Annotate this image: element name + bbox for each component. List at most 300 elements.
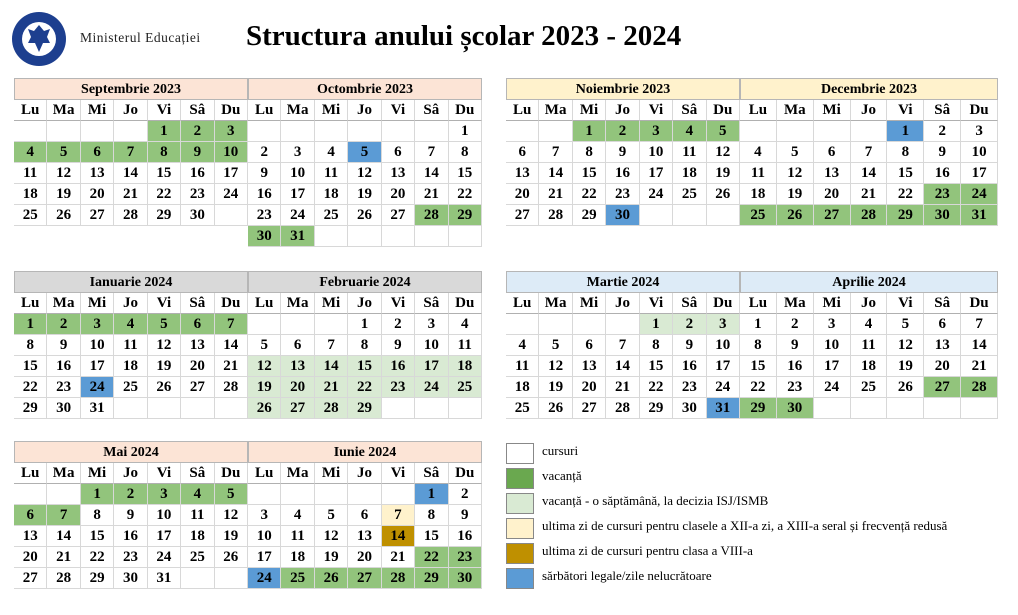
empty-cell	[181, 568, 214, 589]
day-cell: 28	[851, 205, 888, 226]
day-cell: 2	[47, 314, 80, 335]
weekday-header: Sâ	[181, 293, 214, 314]
day-cell: 15	[81, 526, 114, 547]
weekday-header: Du	[215, 100, 248, 121]
day-cell: 9	[673, 335, 706, 356]
day-cell: 7	[415, 142, 448, 163]
day-cell: 14	[961, 335, 998, 356]
empty-cell	[148, 398, 181, 419]
empty-cell	[281, 484, 314, 505]
day-cell: 24	[415, 377, 448, 398]
day-cell: 27	[81, 205, 114, 226]
empty-cell	[415, 121, 448, 142]
day-cell: 23	[777, 377, 814, 398]
day-cell: 29	[449, 205, 482, 226]
day-cell: 1	[640, 314, 673, 335]
weekday-header: Lu	[248, 463, 281, 484]
day-cell: 18	[14, 184, 47, 205]
day-cell: 25	[281, 568, 314, 589]
day-cell: 31	[81, 398, 114, 419]
day-cell: 13	[181, 335, 214, 356]
day-cell: 22	[415, 547, 448, 568]
day-cell: 9	[606, 142, 639, 163]
day-cell: 25	[14, 205, 47, 226]
empty-cell	[673, 205, 706, 226]
day-cell: 28	[961, 377, 998, 398]
day-cell: 27	[924, 377, 961, 398]
day-cell: 18	[114, 356, 147, 377]
day-cell: 16	[924, 163, 961, 184]
day-cell: 11	[449, 335, 482, 356]
day-cell: 21	[415, 184, 448, 205]
day-cell: 9	[777, 335, 814, 356]
day-cell: 12	[777, 163, 814, 184]
day-cell: 25	[673, 184, 706, 205]
day-cell: 30	[114, 568, 147, 589]
day-cell: 14	[315, 356, 348, 377]
day-cell: 29	[573, 205, 606, 226]
day-cell: 17	[248, 547, 281, 568]
day-cell: 20	[181, 356, 214, 377]
day-cell: 10	[415, 335, 448, 356]
day-cell: 4	[449, 314, 482, 335]
day-cell: 20	[81, 184, 114, 205]
day-cell: 23	[181, 184, 214, 205]
day-cell: 11	[14, 163, 47, 184]
day-cell: 10	[640, 142, 673, 163]
month-title: Ianuarie 2024	[14, 271, 248, 293]
day-cell: 18	[506, 377, 539, 398]
day-cell: 23	[673, 377, 706, 398]
day-cell: 15	[573, 163, 606, 184]
month-september	[14, 78, 248, 226]
day-cell: 29	[81, 568, 114, 589]
weekday-header: Mi	[315, 463, 348, 484]
day-cell: 22	[573, 184, 606, 205]
weekday-header: Vi	[887, 100, 924, 121]
month-title: Aprilie 2024	[740, 271, 998, 293]
day-cell: 10	[81, 335, 114, 356]
empty-cell	[215, 205, 248, 226]
day-cell: 3	[281, 142, 314, 163]
day-cell: 15	[740, 356, 777, 377]
day-cell: 7	[114, 142, 147, 163]
weekday-header: Sâ	[181, 100, 214, 121]
day-cell: 26	[248, 398, 281, 419]
day-cell: 16	[606, 163, 639, 184]
day-cell: 6	[14, 505, 47, 526]
day-cell: 17	[640, 163, 673, 184]
weekday-header: Vi	[887, 293, 924, 314]
day-cell: 20	[14, 547, 47, 568]
month-december	[740, 78, 998, 226]
empty-cell	[315, 314, 348, 335]
empty-cell	[887, 398, 924, 419]
month-may	[14, 441, 248, 589]
ministry-name: Ministerul Educației	[80, 30, 201, 45]
day-cell: 29	[887, 205, 924, 226]
weekday-header: Vi	[148, 293, 181, 314]
day-cell: 17	[215, 163, 248, 184]
day-cell: 13	[924, 335, 961, 356]
legend-swatch-ultima-xii	[506, 518, 534, 539]
empty-cell	[348, 121, 381, 142]
weekday-header: Mi	[814, 293, 851, 314]
legend	[506, 441, 947, 591]
day-cell: 17	[281, 184, 314, 205]
empty-cell	[740, 121, 777, 142]
day-cell: 16	[777, 356, 814, 377]
weekday-header: Jo	[606, 293, 639, 314]
day-cell: 3	[961, 121, 998, 142]
day-cell: 20	[924, 356, 961, 377]
weekday-header: Jo	[348, 293, 381, 314]
day-cell: 10	[281, 163, 314, 184]
day-cell: 6	[814, 142, 851, 163]
legend-swatch-sarbatori	[506, 568, 534, 589]
day-cell: 5	[777, 142, 814, 163]
day-cell: 23	[114, 547, 147, 568]
empty-cell	[814, 398, 851, 419]
day-cell: 6	[281, 335, 314, 356]
legend-item-cursuri	[506, 441, 947, 466]
day-cell: 25	[114, 377, 147, 398]
day-cell: 9	[181, 142, 214, 163]
day-cell: 28	[215, 377, 248, 398]
empty-cell	[640, 205, 673, 226]
day-cell: 19	[887, 356, 924, 377]
day-cell: 21	[114, 184, 147, 205]
weekday-header: Sâ	[181, 463, 214, 484]
empty-cell	[248, 484, 281, 505]
day-cell: 5	[707, 121, 740, 142]
day-cell: 6	[81, 142, 114, 163]
empty-cell	[851, 121, 888, 142]
day-cell: 22	[449, 184, 482, 205]
day-cell: 3	[215, 121, 248, 142]
empty-cell	[81, 121, 114, 142]
day-cell: 19	[539, 377, 572, 398]
day-cell: 18	[315, 184, 348, 205]
legend-swatch-vacanta-isj	[506, 493, 534, 514]
day-cell: 26	[539, 398, 572, 419]
day-cell: 13	[814, 163, 851, 184]
day-cell: 8	[81, 505, 114, 526]
day-cell: 8	[348, 335, 381, 356]
day-cell: 9	[924, 142, 961, 163]
empty-cell	[382, 398, 415, 419]
day-cell: 28	[606, 398, 639, 419]
day-cell: 4	[315, 142, 348, 163]
day-cell: 20	[348, 547, 381, 568]
day-cell: 14	[114, 163, 147, 184]
legend-label: vacanță	[542, 468, 582, 483]
weekday-header: Mi	[81, 100, 114, 121]
weekday-header: Vi	[148, 463, 181, 484]
day-cell: 4	[14, 142, 47, 163]
day-cell: 1	[14, 314, 47, 335]
day-cell: 25	[181, 547, 214, 568]
day-cell: 17	[707, 356, 740, 377]
empty-cell	[851, 398, 888, 419]
day-cell: 1	[573, 121, 606, 142]
day-cell: 17	[81, 356, 114, 377]
month-title: Iunie 2024	[248, 441, 482, 463]
weekday-header: Ma	[539, 100, 572, 121]
day-cell: 7	[215, 314, 248, 335]
day-cell: 12	[248, 356, 281, 377]
weekday-header: Vi	[382, 463, 415, 484]
day-cell: 30	[606, 205, 639, 226]
weekday-header: Sâ	[415, 293, 448, 314]
day-cell: 22	[148, 184, 181, 205]
weekday-header: Du	[215, 463, 248, 484]
day-cell: 22	[640, 377, 673, 398]
empty-cell	[961, 398, 998, 419]
day-cell: 14	[606, 356, 639, 377]
day-cell: 28	[382, 568, 415, 589]
legend-item-vacanta	[506, 466, 947, 491]
day-cell: 2	[606, 121, 639, 142]
weekday-header: Ma	[47, 463, 80, 484]
day-cell: 19	[215, 526, 248, 547]
day-cell: 2	[181, 121, 214, 142]
day-cell: 7	[539, 142, 572, 163]
day-cell: 18	[449, 356, 482, 377]
day-cell: 23	[606, 184, 639, 205]
day-cell: 30	[449, 568, 482, 589]
legend-label: cursuri	[542, 443, 579, 458]
weekday-header: Sâ	[415, 463, 448, 484]
day-cell: 17	[814, 356, 851, 377]
day-cell: 6	[382, 142, 415, 163]
empty-cell	[281, 121, 314, 142]
weekday-header: Lu	[14, 463, 47, 484]
day-cell: 10	[148, 505, 181, 526]
day-cell: 3	[814, 314, 851, 335]
weekday-header: Lu	[248, 100, 281, 121]
day-cell: 4	[851, 314, 888, 335]
day-cell: 27	[281, 398, 314, 419]
weekday-header: Jo	[348, 100, 381, 121]
day-cell: 3	[148, 484, 181, 505]
day-cell: 25	[740, 205, 777, 226]
day-cell: 4	[673, 121, 706, 142]
day-cell: 15	[415, 526, 448, 547]
day-cell: 27	[506, 205, 539, 226]
weekday-header: Jo	[606, 100, 639, 121]
day-cell: 18	[673, 163, 706, 184]
day-cell: 31	[707, 398, 740, 419]
day-cell: 24	[961, 184, 998, 205]
weekday-header: Du	[449, 463, 482, 484]
month-june	[248, 441, 482, 589]
weekday-header: Ma	[539, 293, 572, 314]
day-cell: 3	[707, 314, 740, 335]
day-cell: 28	[415, 205, 448, 226]
day-cell: 31	[148, 568, 181, 589]
day-cell: 3	[81, 314, 114, 335]
weekday-header: Mi	[315, 100, 348, 121]
day-cell: 8	[887, 142, 924, 163]
day-cell: 24	[707, 377, 740, 398]
weekday-header: Jo	[851, 100, 888, 121]
day-cell: 19	[148, 356, 181, 377]
day-cell: 19	[348, 184, 381, 205]
day-cell: 14	[215, 335, 248, 356]
day-cell: 15	[887, 163, 924, 184]
legend-swatch-cursuri	[506, 443, 534, 464]
legend-item-sarbatori	[506, 566, 947, 591]
day-cell: 13	[573, 356, 606, 377]
weekday-header: Mi	[315, 293, 348, 314]
day-cell: 22	[14, 377, 47, 398]
day-cell: 21	[47, 547, 80, 568]
day-cell: 8	[14, 335, 47, 356]
day-cell: 13	[506, 163, 539, 184]
empty-cell	[924, 398, 961, 419]
empty-cell	[415, 226, 448, 247]
day-cell: 12	[215, 505, 248, 526]
day-cell: 12	[707, 142, 740, 163]
day-cell: 24	[148, 547, 181, 568]
day-cell: 3	[640, 121, 673, 142]
day-cell: 11	[740, 163, 777, 184]
month-november	[506, 78, 740, 226]
day-cell: 5	[148, 314, 181, 335]
day-cell: 18	[181, 526, 214, 547]
day-cell: 26	[707, 184, 740, 205]
weekday-header: Vi	[148, 100, 181, 121]
day-cell: 28	[47, 568, 80, 589]
empty-cell	[348, 226, 381, 247]
month-title: Mai 2024	[14, 441, 248, 463]
weekday-header: Mi	[573, 293, 606, 314]
day-cell: 1	[348, 314, 381, 335]
weekday-header: Sâ	[673, 293, 706, 314]
day-cell: 14	[382, 526, 415, 547]
month-title: Noiembrie 2023	[506, 78, 740, 100]
empty-cell	[539, 314, 572, 335]
day-cell: 20	[814, 184, 851, 205]
day-cell: 27	[14, 568, 47, 589]
day-cell: 11	[181, 505, 214, 526]
empty-cell	[114, 121, 147, 142]
weekday-header: Sâ	[415, 100, 448, 121]
day-cell: 2	[382, 314, 415, 335]
day-cell: 19	[777, 184, 814, 205]
day-cell: 19	[315, 547, 348, 568]
empty-cell	[315, 484, 348, 505]
day-cell: 11	[315, 163, 348, 184]
day-cell: 10	[961, 142, 998, 163]
day-cell: 19	[707, 163, 740, 184]
weekday-header: Du	[961, 100, 998, 121]
weekday-header: Mi	[814, 100, 851, 121]
day-cell: 19	[248, 377, 281, 398]
day-cell: 17	[961, 163, 998, 184]
day-cell: 29	[640, 398, 673, 419]
month-october	[248, 78, 482, 247]
day-cell: 18	[281, 547, 314, 568]
day-cell: 21	[606, 377, 639, 398]
day-cell: 29	[740, 398, 777, 419]
day-cell: 1	[740, 314, 777, 335]
day-cell: 16	[449, 526, 482, 547]
day-cell: 3	[415, 314, 448, 335]
weekday-header: Ma	[281, 463, 314, 484]
weekday-header: Lu	[506, 293, 539, 314]
day-cell: 24	[81, 377, 114, 398]
empty-cell	[47, 484, 80, 505]
day-cell: 15	[14, 356, 47, 377]
empty-cell	[215, 398, 248, 419]
legend-label: sărbători legale/zile nelucrătoare	[542, 568, 712, 583]
legend-item-ultima-viii	[506, 541, 947, 566]
weekday-header: Vi	[640, 293, 673, 314]
day-cell: 17	[415, 356, 448, 377]
day-cell: 12	[47, 163, 80, 184]
empty-cell	[114, 398, 147, 419]
legend-label: ultima zi de cursuri pentru clasele a XII-a zi, a XIII-a seral și frecvență redusă	[542, 518, 948, 533]
day-cell: 7	[315, 335, 348, 356]
day-cell: 1	[887, 121, 924, 142]
weekday-header: Jo	[348, 463, 381, 484]
day-cell: 13	[348, 526, 381, 547]
day-cell: 7	[47, 505, 80, 526]
day-cell: 27	[348, 568, 381, 589]
day-cell: 1	[449, 121, 482, 142]
empty-cell	[382, 226, 415, 247]
weekday-header: Lu	[740, 100, 777, 121]
weekday-header: Du	[961, 293, 998, 314]
day-cell: 8	[573, 142, 606, 163]
legend-swatch-vacanta	[506, 468, 534, 489]
day-cell: 2	[924, 121, 961, 142]
month-april	[740, 271, 998, 419]
day-cell: 4	[181, 484, 214, 505]
day-cell: 20	[382, 184, 415, 205]
day-cell: 8	[415, 505, 448, 526]
day-cell: 14	[47, 526, 80, 547]
day-cell: 20	[573, 377, 606, 398]
empty-cell	[47, 121, 80, 142]
month-january	[14, 271, 248, 419]
day-cell: 5	[887, 314, 924, 335]
day-cell: 21	[215, 356, 248, 377]
day-cell: 11	[506, 356, 539, 377]
day-cell: 1	[81, 484, 114, 505]
weekday-header: Jo	[114, 463, 147, 484]
month-title: Octombrie 2023	[248, 78, 482, 100]
day-cell: 16	[248, 184, 281, 205]
day-cell: 15	[640, 356, 673, 377]
weekday-header: Lu	[248, 293, 281, 314]
weekday-header: Sâ	[924, 293, 961, 314]
day-cell: 25	[851, 377, 888, 398]
day-cell: 26	[215, 547, 248, 568]
day-cell: 23	[248, 205, 281, 226]
day-cell: 6	[924, 314, 961, 335]
day-cell: 25	[449, 377, 482, 398]
day-cell: 10	[215, 142, 248, 163]
empty-cell	[449, 226, 482, 247]
weekday-header: Vi	[640, 100, 673, 121]
day-cell: 30	[673, 398, 706, 419]
day-cell: 6	[506, 142, 539, 163]
day-cell: 9	[114, 505, 147, 526]
day-cell: 2	[449, 484, 482, 505]
